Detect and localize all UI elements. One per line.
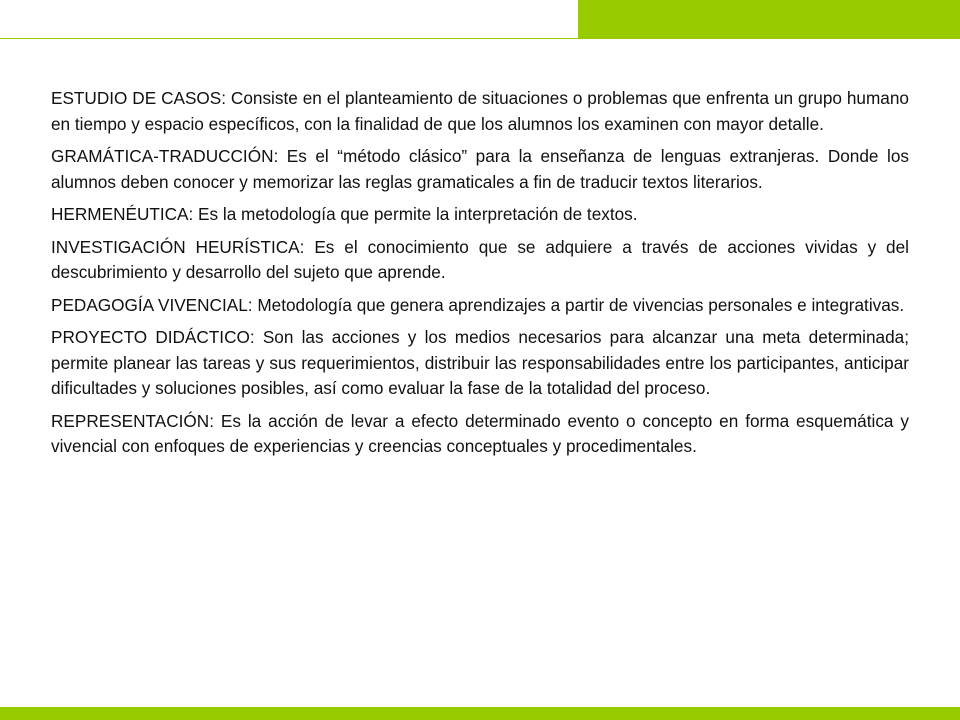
definition-representacion: REPRESENTACIÓN: Es la acción de levar a efecto determinado evento o concepto en forma esquemática y vivencial con enfoques de experiencias y creencias conceptuales y procedimentales. (51, 410, 909, 456)
definition-gramatica-traduccion: GRAMÁTICA-TRADUCCIÓN: Es el “método clásico” para la enseñanza de lenguas extranjeras. Donde los alumnos deben conocer y memorizar las reglas gramaticales a fin de traducir textos literarios. (51, 146, 909, 192)
definition-estudio-de-casos: ESTUDIO DE CASOS: Consiste en el planteamiento de situaciones o problemas que enfrenta un grupo humano en tiempo y espacio específicos, con la finalidad de que los alumnos los examinen con mayor detalle. (51, 88, 909, 134)
definition-hermeneutica: HERMENÉUTICA: Es la metodología que permite la interpretación de textos. (51, 204, 638, 224)
definitions-list (51, 86, 909, 467)
bottom-accent-bar (0, 707, 960, 720)
definition-pedagogia-vivencial: PEDAGOGÍA VIVENCIAL: Metodología que genera aprendizajes a partir de vivencias personales e integrativas. (51, 294, 905, 315)
definition-proyecto-didactico: PROYECTO DIDÁCTICO: Son las acciones y los medios necesarios para alcanzar una meta determinada; permite planear las tareas y sus requerimientos, distribuir las responsabilidades entre los participantes, anticipar dificultades y soluciones posibles, así como evaluar la fase de la totalidad del proceso. (51, 327, 909, 398)
definition-investigacion-heuristica: INVESTIGACIÓN HEURÍSTICA: Es el conocimiento que se adquiere a través de acciones vividas y del descubrimiento y desarrollo del sujeto que aprende. (51, 236, 909, 282)
top-accent-bar (578, 0, 960, 39)
top-divider-line (0, 38, 578, 39)
